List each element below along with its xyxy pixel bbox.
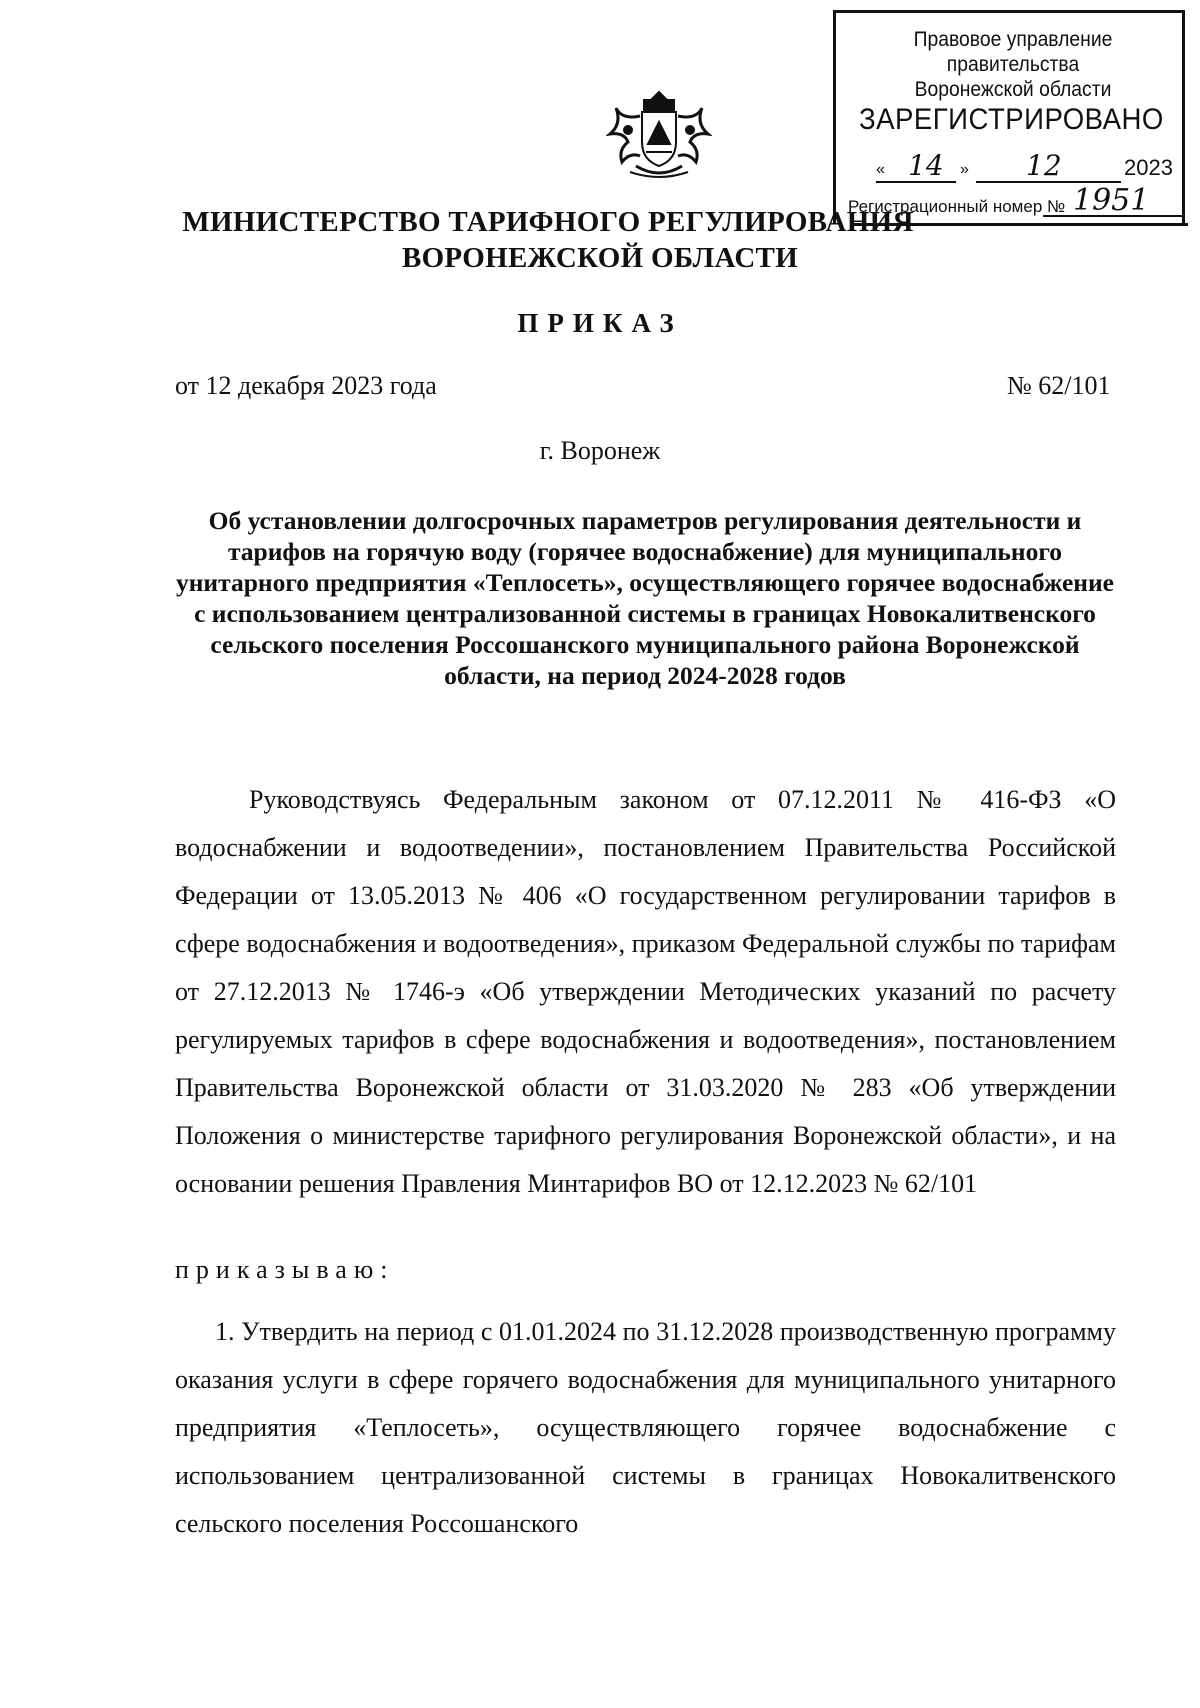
- stamp-reg-label: Регистрационный номер №: [848, 197, 1066, 216]
- stamp-registered-label: ЗАРЕГИСТРИРОВАНО: [859, 103, 1164, 136]
- ministry-name-line2: ВОРОНЕЖСКОЙ ОБЛАСТИ: [401, 242, 799, 274]
- stamp-org-line1: Правовое управление правительства: [913, 28, 1113, 76]
- stamp-date: [876, 149, 1176, 187]
- stamp-day: 14: [908, 149, 944, 182]
- order-city: г. Воронеж: [539, 436, 661, 465]
- stamp-organization: [861, 27, 1165, 102]
- order-item-1: 1. Утвердить на период с 01.01.2024 по 31.12.2028 производственную программу оказания услуги в сфере горячего водоснабжения для муниципального унитарного предприятия «Теплосеть», осуществляющего горячее водоснабжение с использованием централизованной системы в границах Новокалитвенского сельского поселения Россошанского: [175, 1317, 1116, 1538]
- stamp-quote-open: «: [876, 161, 885, 178]
- stamp-month: 12: [1026, 149, 1062, 182]
- stamp-reg-number: 1951: [1073, 183, 1150, 218]
- coat-of-arms-icon: [606, 86, 712, 182]
- ministry-name-line1: МИНИСТЕРСТВО ТАРИФНОГО РЕГУЛИРОВАНИЯ: [182, 206, 914, 238]
- registration-stamp: [833, 10, 1185, 224]
- stamp-org-line2: Воронежской области: [914, 78, 1112, 101]
- document-type: ПРИКАЗ: [517, 308, 683, 338]
- stamp-day-underline: [876, 181, 956, 183]
- order-date: от 12 декабря 2023 года: [175, 371, 437, 400]
- order-title: Об установлении долгосрочных параметров регулирования деятельности и тарифов на горячую воду (горячее водоснабжение) для муниципального унитарного предприятия «Теплосеть», осуществляющего горячее водоснабжение с использованием централизованной системы в границах Новокалитвенского сельского поселения Россошанского муниципального района Воронежской области, на период 2024-2028 годов: [175, 506, 1115, 690]
- stamp-year: 2023: [1124, 155, 1173, 180]
- order-number: № 62/101: [1007, 371, 1111, 400]
- order-word: приказываю:: [175, 1255, 395, 1284]
- preamble-paragraph: Руководствуясь Федеральным законом от 07.12.2011 № 416-ФЗ «О водоснабжении и водоотведении», постановлением Правительства Российской Федерации от 13.05.2013 № 406 «О государственном регулировании тарифов в сфере водоснабжения и водоотведения», приказом Федеральной службы по тарифам от 27.12.2013 № 1746-э «Об утверждении Методических указаний по расчету регулируемых тарифов в сфере водоснабжения и водоотведения», постановлением Правительства Воронежской области от 31.03.2020 № 283 «Об утверждении Положения о министерстве тарифного регулирования Воронежской области», и на основании решения Правления Минтарифов ВО от 12.12.2023 № 62/101: [175, 785, 1116, 1198]
- stamp-quote-close: »: [960, 161, 969, 178]
